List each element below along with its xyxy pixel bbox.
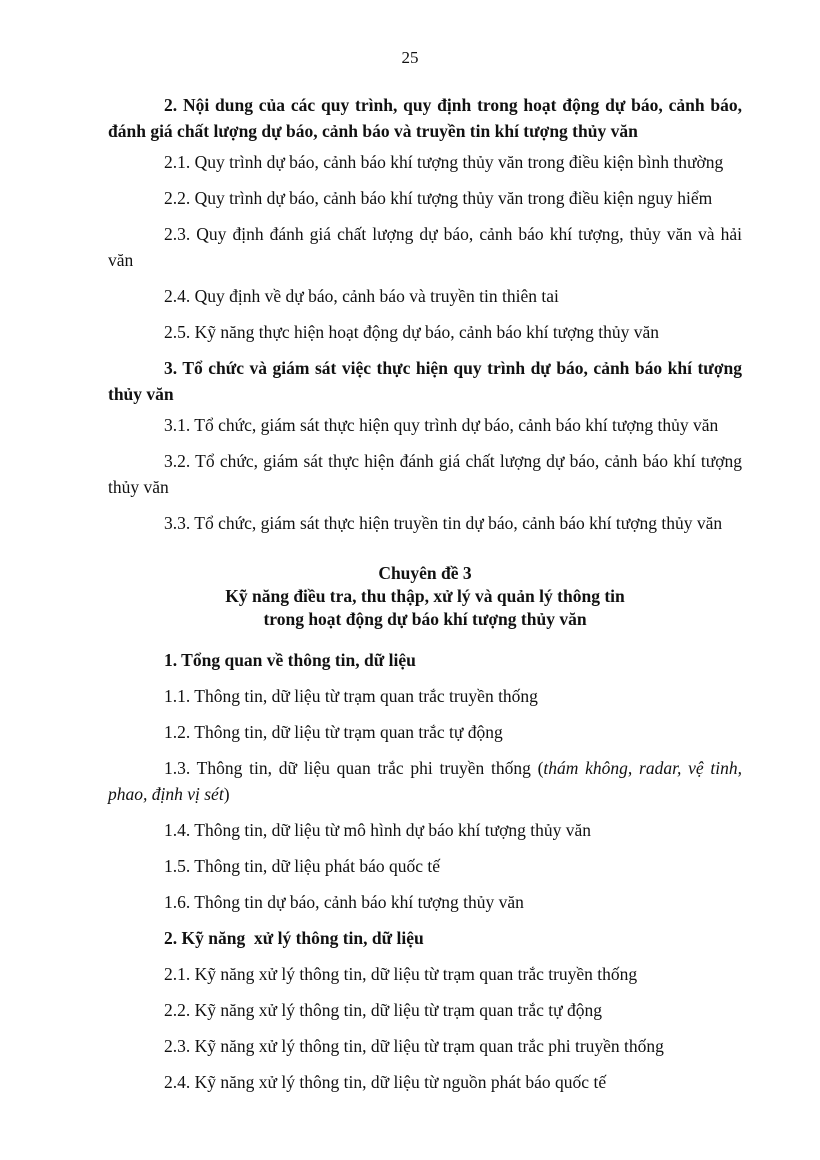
ch3-section-1-item [108,755,742,807]
ch3-section-1-heading: 1. Tổng quan về thông tin, dữ liệu [164,650,416,670]
page-number: 25 [401,48,419,67]
chapter-heading [108,562,742,631]
ch3-section-1-item: 1.2. Thông tin, dữ liệu từ trạm quan trắc tự động [164,722,503,742]
chapter-title-line-2: trong hoạt động dự báo khí tượng thủy văn [263,609,587,629]
chapter-label: Chuyên đề 3 [378,563,472,583]
item-1-3-prefix: 1.3. Thông tin, dữ liệu quan trắc phi truyền thống ( [164,758,544,778]
section-2-item: 2.1. Quy trình dự báo, cảnh báo khí tượng thủy văn trong điều kiện bình thường [164,152,724,172]
section-3-item: 3.2. Tổ chức, giám sát thực hiện đánh giá chất lượng dự báo, cảnh báo khí tượng thủy văn [108,451,742,497]
section-2-item: 2.4. Quy định về dự báo, cảnh báo và truyền tin thiên tai [164,286,559,306]
ch3-section-2-item: 2.1. Kỹ năng xử lý thông tin, dữ liệu từ trạm quan trắc truyền thống [164,964,638,984]
section-3-item: 3.3. Tổ chức, giám sát thực hiện truyền tin dự báo, cảnh báo khí tượng thủy văn [164,513,723,533]
document-body [108,92,742,1105]
section-2-item: 2.2. Quy trình dự báo, cảnh báo khí tượng thủy văn trong điều kiện nguy hiểm [164,188,713,208]
ch3-section-2-item: 2.2. Kỹ năng xử lý thông tin, dữ liệu từ trạm quan trắc tự động [164,1000,602,1020]
section-3-item: 3.1. Tổ chức, giám sát thực hiện quy trình dự báo, cảnh báo khí tượng thủy văn [164,415,719,435]
section-2-item: 2.5. Kỹ năng thực hiện hoạt động dự báo, cảnh báo khí tượng thủy văn [164,322,660,342]
ch3-section-1-item: 1.5. Thông tin, dữ liệu phát báo quốc tế [164,856,440,876]
ch3-section-2-item: 2.3. Kỹ năng xử lý thông tin, dữ liệu từ trạm quan trắc phi truyền thống [164,1036,664,1056]
ch3-section-1-item: 1.6. Thông tin dự báo, cảnh báo khí tượng thủy văn [164,892,524,912]
item-1-3-italic: thám không, radar, vệ tinh, phao, định vị sét [108,758,742,804]
section-3-heading: 3. Tổ chức và giám sát việc thực hiện quy trình dự báo, cảnh báo khí tượng thủy văn [108,358,742,404]
item-1-3-suffix: ) [223,784,230,804]
ch3-section-1-item: 1.1. Thông tin, dữ liệu từ trạm quan trắc truyền thống [164,686,538,706]
section-2-heading: 2. Nội dung của các quy trình, quy định trong hoạt động dự báo, cảnh báo, đánh giá chất lượng dự báo, cảnh báo và truyền tin khí tượng thủy văn [108,95,742,141]
chapter-title-line-1: Kỹ năng điều tra, thu thập, xử lý và quản lý thông tin [225,586,625,606]
section-2-item: 2.3. Quy định đánh giá chất lượng dự báo, cảnh báo khí tượng, thủy văn và hải văn [108,224,742,270]
ch3-section-1-item: 1.4. Thông tin, dữ liệu từ mô hình dự báo khí tượng thủy văn [164,820,591,840]
ch3-section-2-heading: 2. Kỹ năng xử lý thông tin, dữ liệu [164,928,424,948]
ch3-section-2-item: 2.4. Kỹ năng xử lý thông tin, dữ liệu từ nguồn phát báo quốc tế [164,1072,607,1092]
